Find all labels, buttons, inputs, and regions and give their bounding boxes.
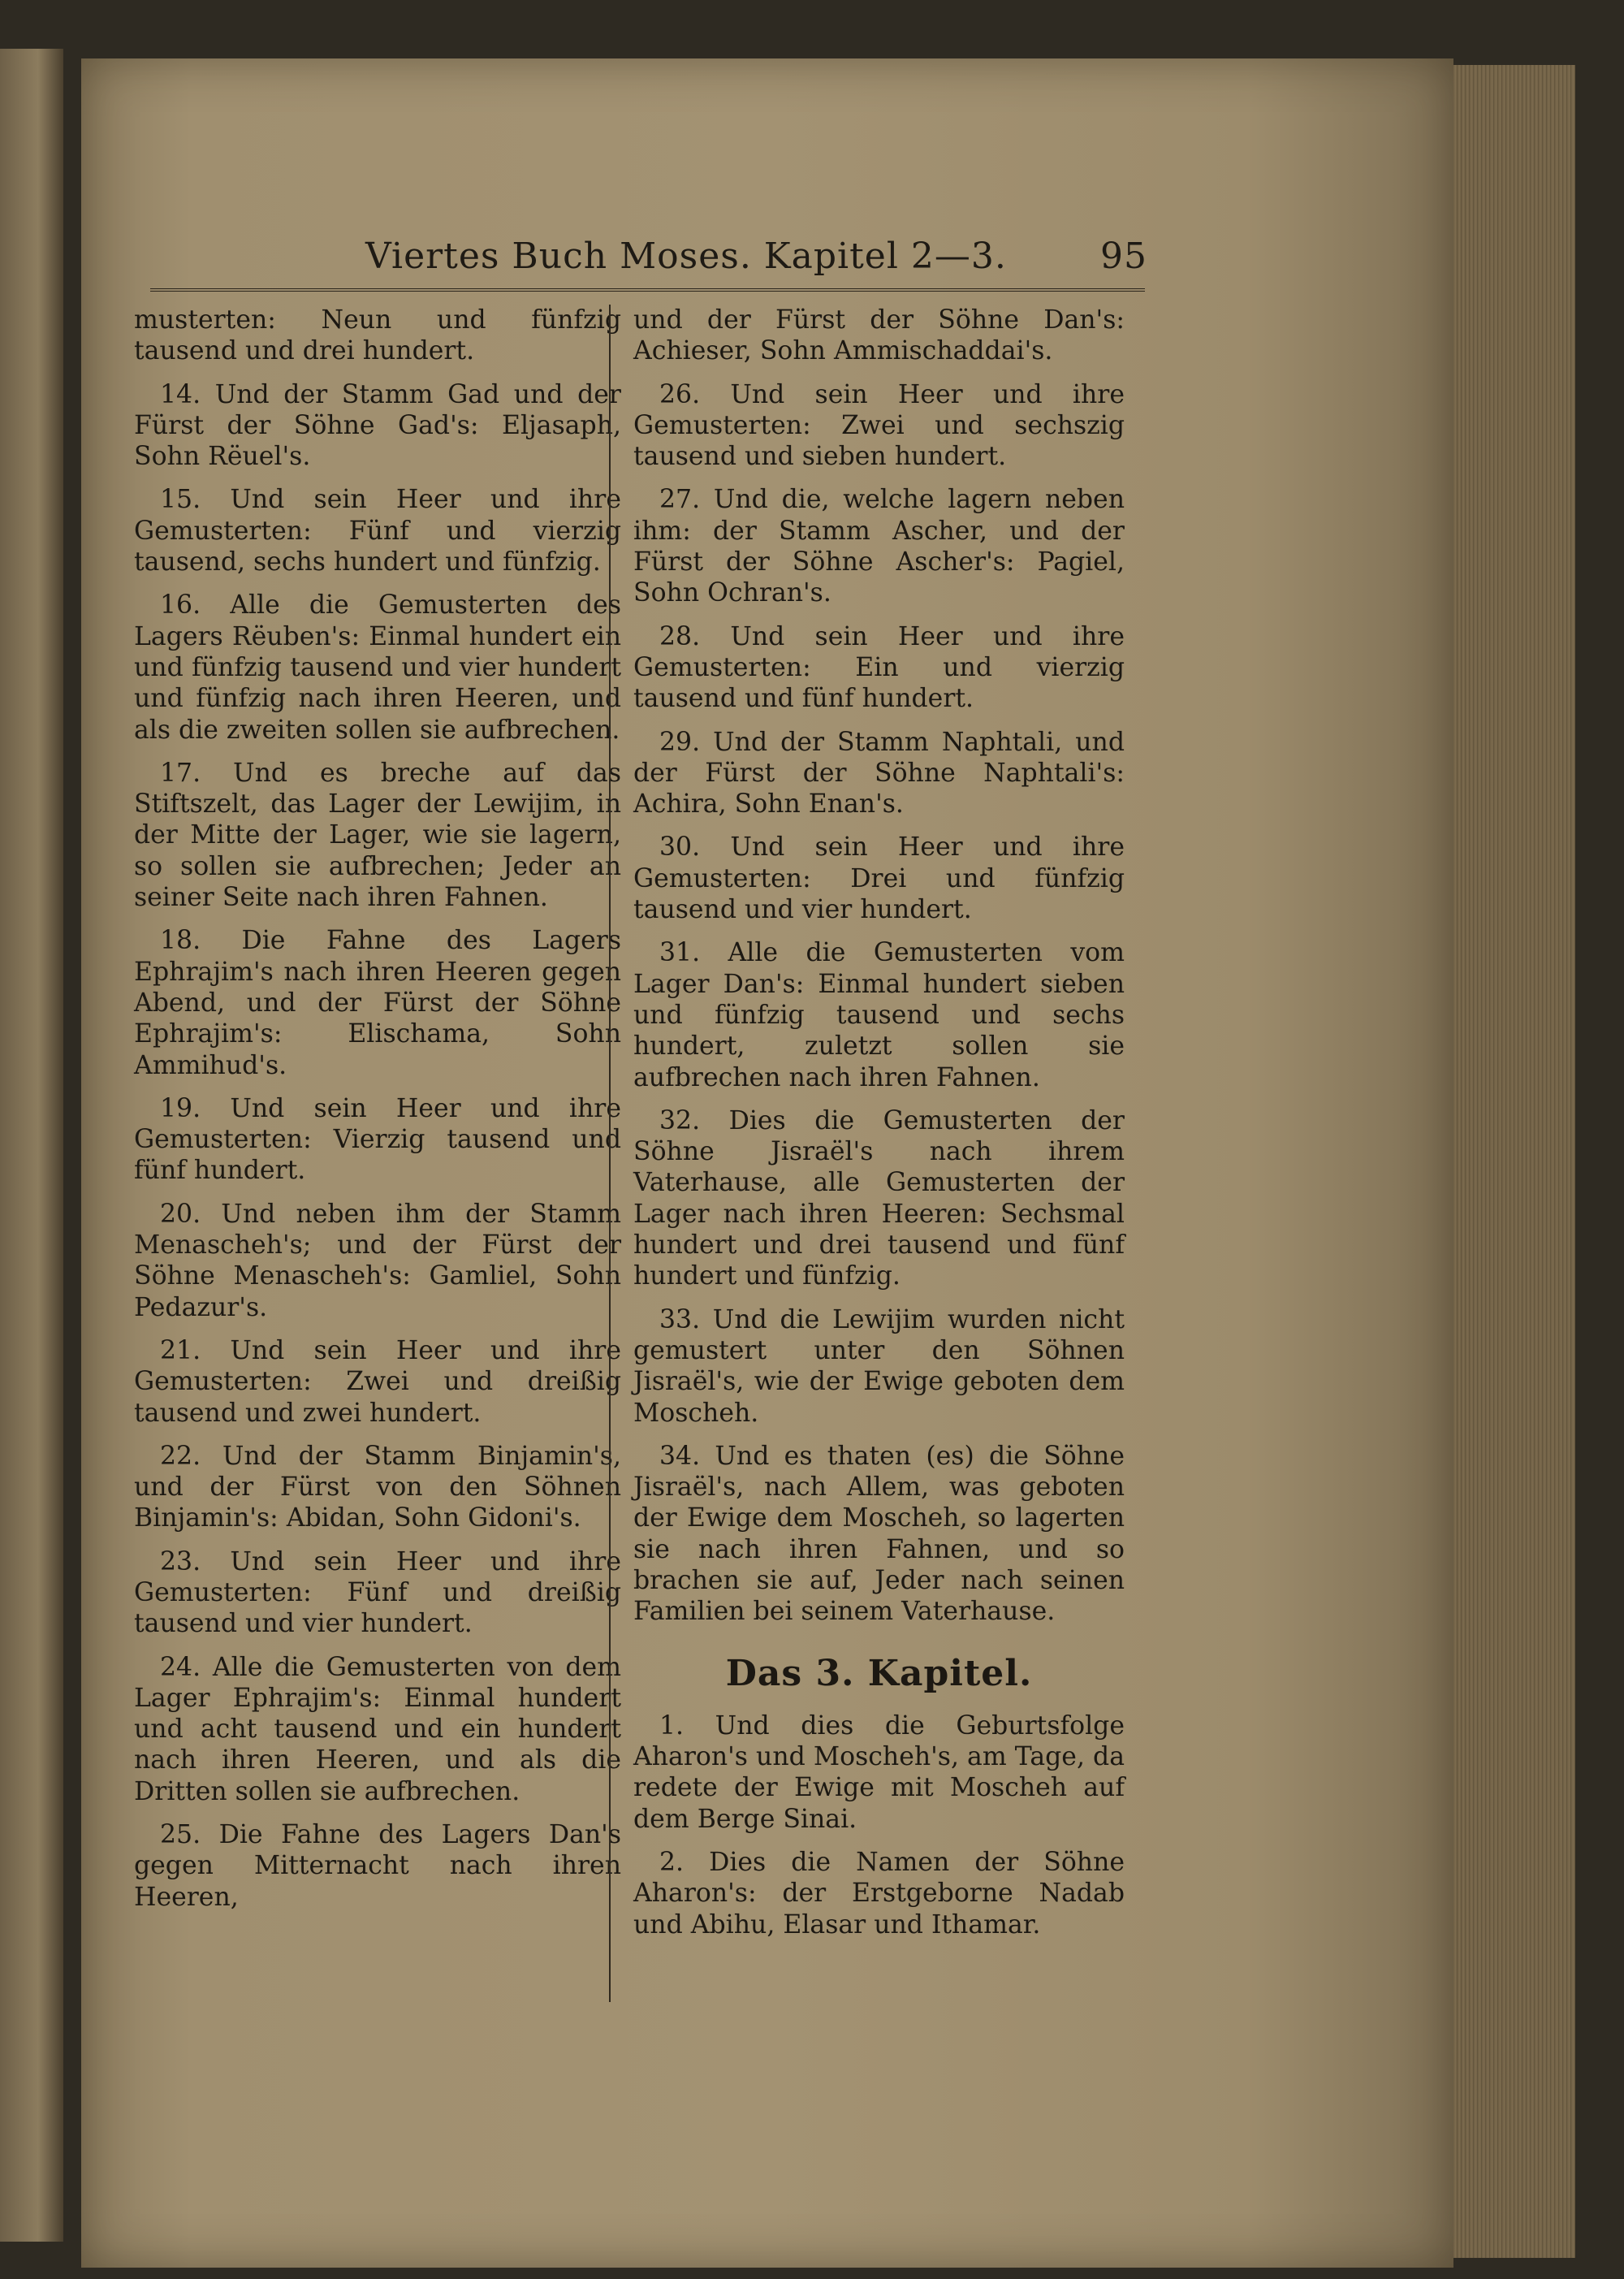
page-number: 95	[1100, 236, 1147, 277]
running-title: Viertes Buch Moses. Kapitel 2—3.	[365, 236, 1007, 277]
previous-page-edge	[0, 49, 63, 2242]
paragraph: musterten: Neun und fünfzig tausend und drei hundert.	[134, 305, 621, 366]
header-rule	[150, 288, 1145, 292]
paragraph: 15. Und sein Heer und ihre Gemusterten: Fünf und vierzig tausend, sechs hundert und fünfzig.	[134, 485, 621, 577]
paragraph: 31. Alle die Gemusterten vom Lager Dan's: Einmal hundert sieben und fünfzig tausend und sechs hundert, zuletzt sollen sie aufbrechen nach ihren Fahnen.	[633, 938, 1125, 1092]
paragraph: 21. Und sein Heer und ihre Gemusterten: Zwei und dreißig tausend und zwei hundert.	[134, 1335, 621, 1428]
paragraph: 14. Und der Stamm Gad und der Fürst der Söhne Gad's: Eljasaph, Sohn Rëuel's.	[134, 379, 621, 472]
paragraph: 23. Und sein Heer und ihre Gemusterten: Fünf und dreißig tausend und vier hundert.	[134, 1546, 621, 1639]
left-column	[134, 305, 621, 1925]
paragraph: 19. Und sein Heer und ihre Gemusterten: Vierzig tausend und fünf hundert.	[134, 1093, 621, 1186]
paragraph: und der Fürst der Söhne Dan's: Achieser, Sohn Ammischaddai's.	[633, 305, 1125, 366]
paragraph: 33. Und die Lewijim wurden nicht gemustert unter den Söhnen Jisraël's, wie der Ewige geboten dem Moscheh.	[633, 1304, 1125, 1428]
column-divider	[609, 305, 611, 2002]
paragraph: 2. Dies die Namen der Söhne Aharon's: der Erstgeborne Nadab und Abihu, Elasar und Ithamar.	[633, 1848, 1125, 1940]
paragraph: 30. Und sein Heer und ihre Gemusterten: Drei und fünfzig tausend und vier hundert.	[633, 832, 1125, 925]
paragraph: 24. Alle die Gemusterten von dem Lager Ephrajim's: Einmal hundert und acht tausend und ein hundert nach ihren Heeren, und als die Dritten sollen sie aufbrechen.	[134, 1652, 621, 1806]
paragraph: 28. Und sein Heer und ihre Gemusterten: Ein und vierzig tausend und fünf hundert.	[633, 621, 1125, 714]
right-column	[633, 305, 1125, 1953]
paragraph: 32. Dies die Gemusterten der Söhne Jisraël's nach ihrem Vaterhause, alle Gemusterten der Lager nach ihren Heeren: Sechsmal hundert und drei tausend und fünf hundert und fünfzig.	[633, 1105, 1125, 1291]
paragraph: 27. Und die, welche lagern neben ihm: der Stamm Ascher, und der Fürst der Söhne Ascher's: Pagiel, Sohn Ochran's.	[633, 485, 1125, 608]
paragraph: 1. Und dies die Geburtsfolge Aharon's und Moscheh's, am Tage, da redete der Ewige mit Moscheh auf dem Berge Sinai.	[633, 1710, 1125, 1834]
paragraph: 34. Und es thaten (es) die Söhne Jisraël's, nach Allem, was geboten der Ewige dem Moscheh, so lagerten sie nach ihren Fahnen, und so brachen sie auf, Jeder nach seinen Familien bei seinem Vaterhause.	[633, 1441, 1125, 1627]
paragraph: 17. Und es breche auf das Stiftszelt, das Lager der Lewijim, in der Mitte der Lager, wie sie lagern, so sollen sie aufbrechen; Jeder an seiner Seite nach ihren Fahnen.	[134, 758, 621, 913]
chapter-heading: Das 3. Kapitel.	[725, 1652, 1033, 1694]
paragraph: 22. Und der Stamm Binjamin's, und der Fürst von den Söhnen Binjamin's: Abidan, Sohn Gidoni's.	[134, 1441, 621, 1533]
paragraph: 26. Und sein Heer und ihre Gemusterten: Zwei und sechszig tausend und sieben hundert.	[633, 379, 1125, 472]
paragraph: 25. Die Fahne des Lagers Dan's gegen Mitternacht nach ihren Heeren,	[134, 1820, 621, 1912]
paragraph: 18. Die Fahne des Lagers Ephrajim's nach ihren Heeren gegen Abend, und der Fürst der Söhne Ephrajim's: Elischama, Sohn Ammihud's.	[134, 926, 621, 1080]
page-edges	[1453, 65, 1575, 2258]
paragraph: 16. Alle die Gemusterten des Lagers Rëuben's: Einmal hundert ein und fünfzig tausend und vier hundert und fünfzig nach ihren Heeren, und als die zweiten sollen sie aufbrechen.	[134, 590, 621, 745]
paragraph: 20. Und neben ihm der Stamm Menascheh's; und der Fürst der Söhne Menascheh's: Gamliel, Sohn Pedazur's.	[134, 1199, 621, 1322]
paragraph: 29. Und der Stamm Naphtali, und der Fürst der Söhne Naphtali's: Achira, Sohn Enan's.	[633, 727, 1125, 819]
